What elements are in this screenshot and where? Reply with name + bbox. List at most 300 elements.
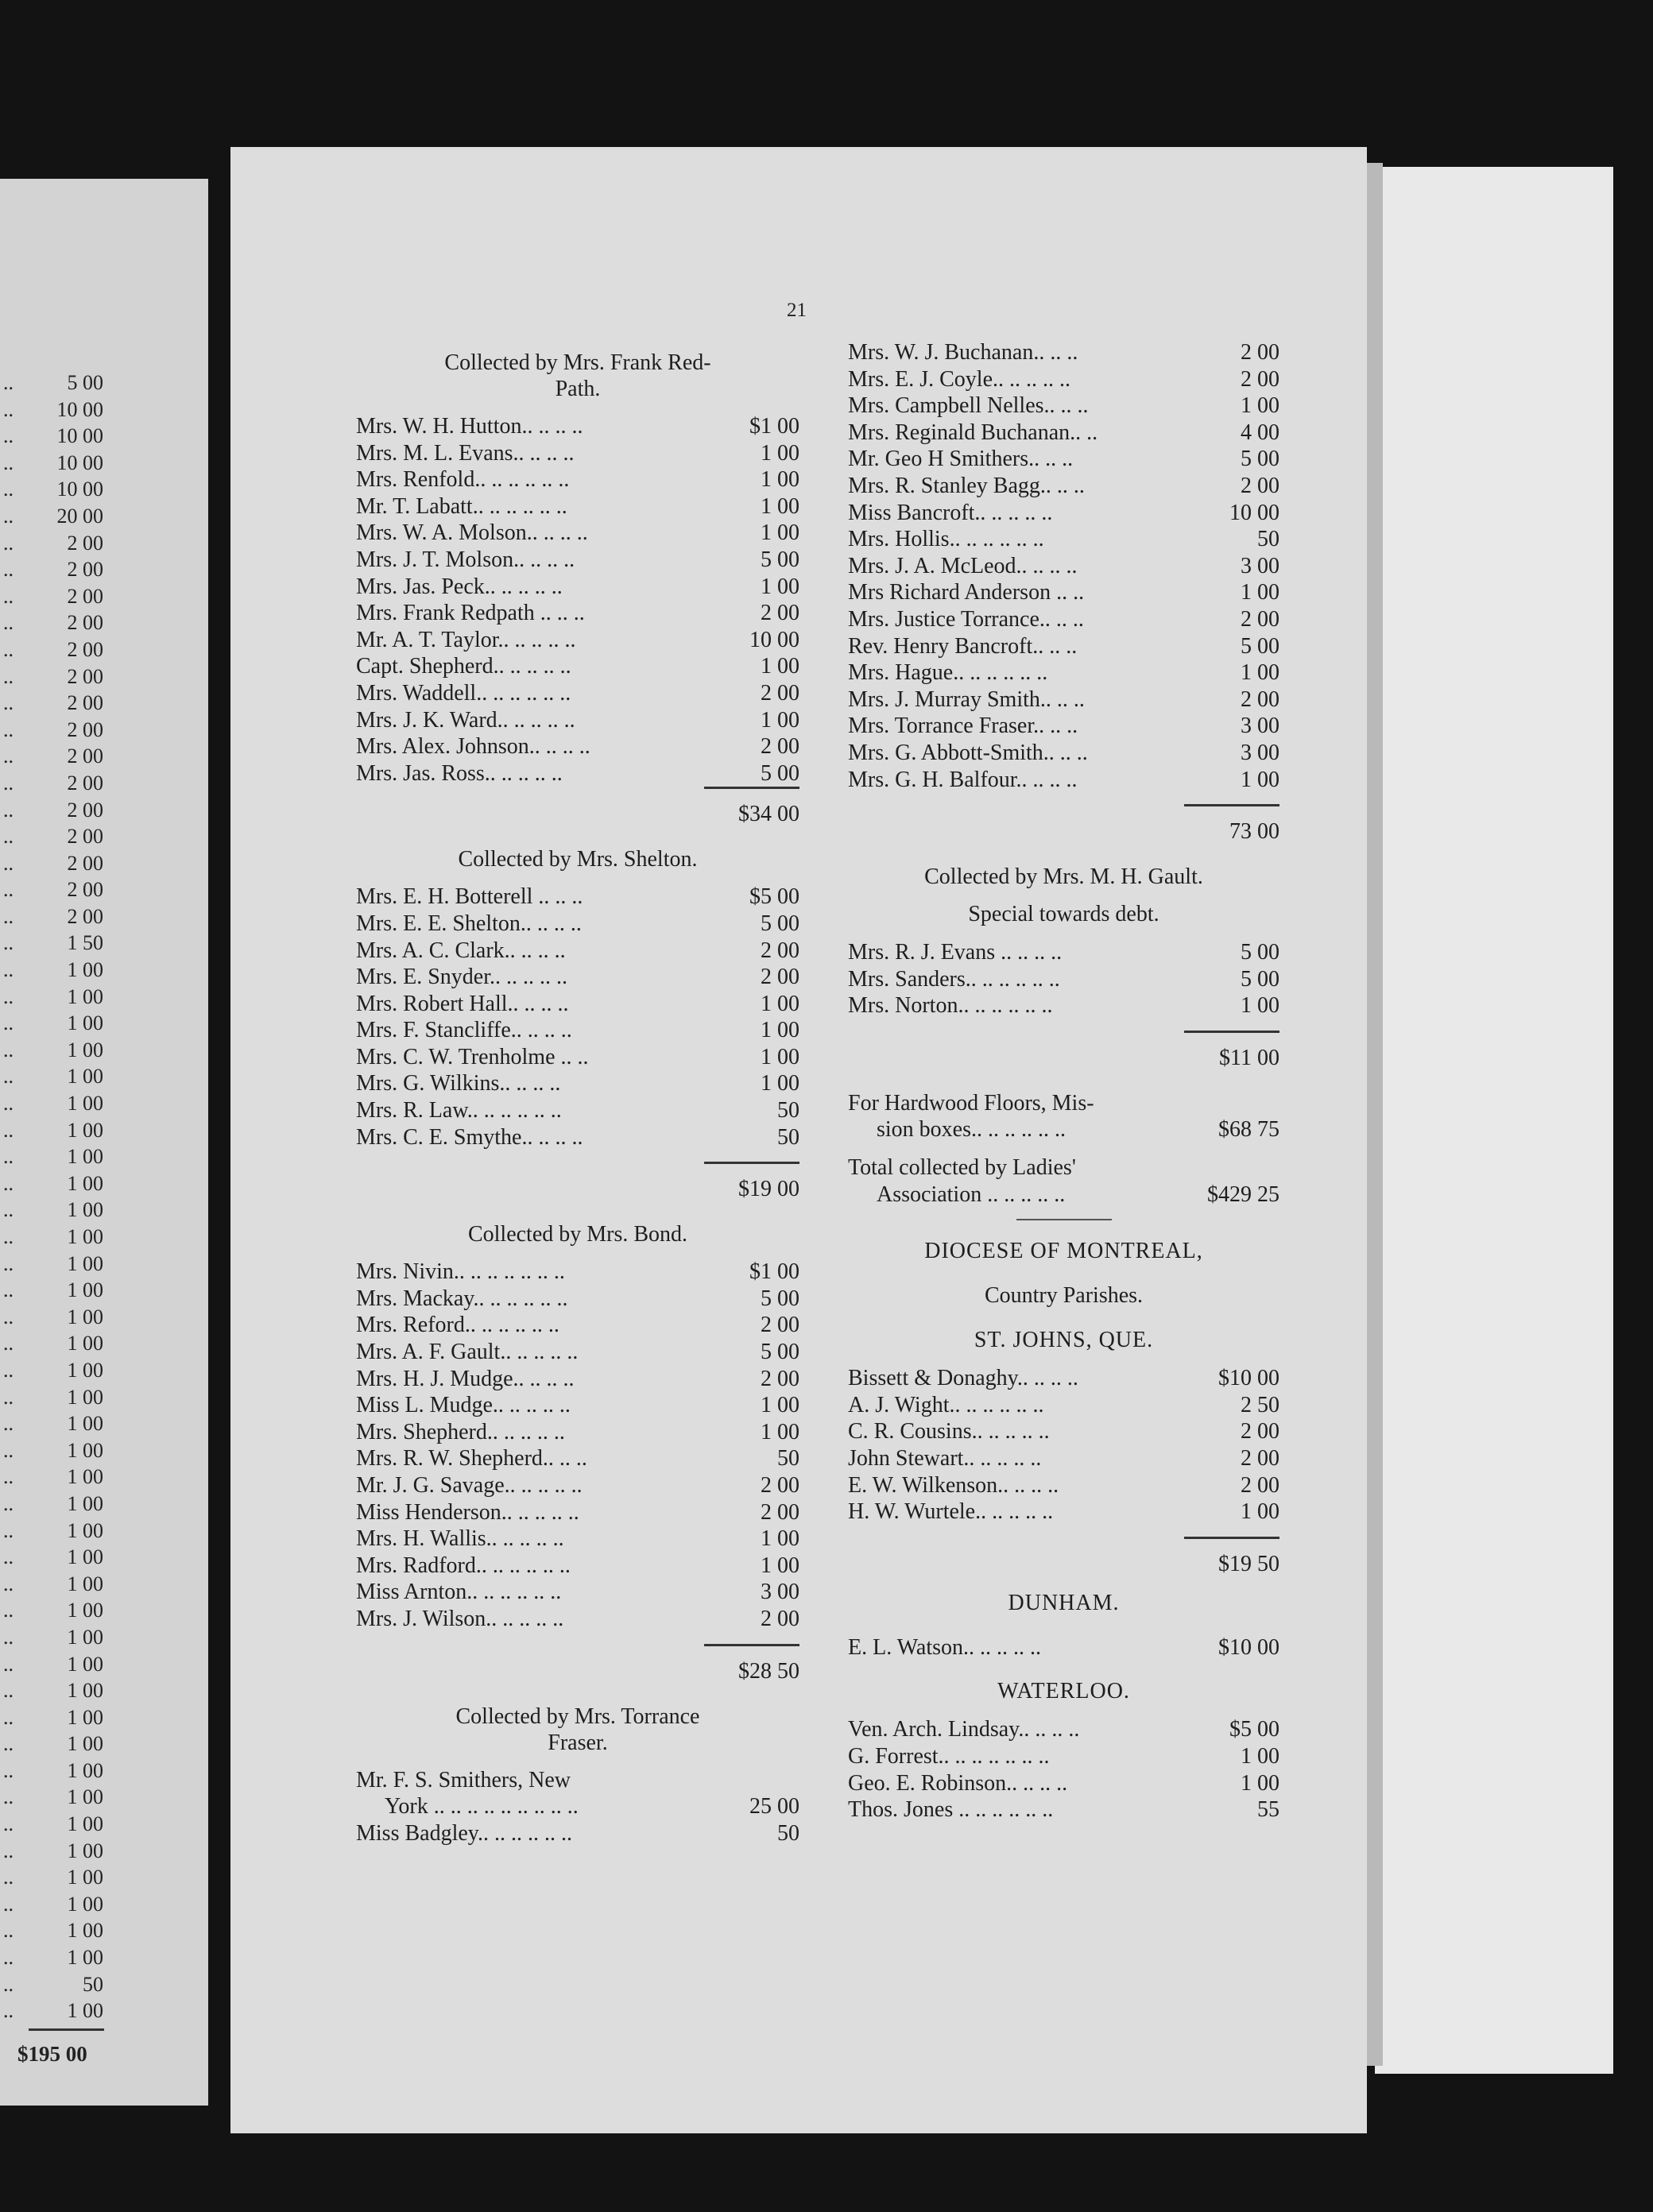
list-item-amount: 3 00 [1241,553,1279,578]
list-item [356,1124,799,1151]
list-item-name: Mrs. A. F. Gault.. .. .. .. .. [356,1340,579,1365]
list-item [848,1365,1279,1392]
list-item-amount: 1 00 [761,1393,799,1418]
list-item [848,500,1279,527]
previous-page-amount: .. 2 00 [3,611,103,635]
list-item [356,547,799,574]
list-item [356,1339,799,1366]
list-item-amount: 2 00 [761,965,799,990]
list-item-amount: 1 00 [1241,993,1279,1019]
previous-page-amount: .. 1 00 [3,1599,103,1622]
previous-page-amount: .. 1 00 [3,1198,103,1222]
list-item-amount: 1 00 [761,991,799,1016]
list-item [356,1044,799,1071]
list-item-name: Mrs. R. W. Shepherd.. .. .. [356,1446,587,1471]
list-shelton [356,884,799,1150]
list-item-amount: $10 00 [1218,1634,1279,1660]
list-item-name: A. J. Wight.. .. .. .. .. .. [848,1392,1044,1417]
list-continued [848,339,1279,793]
list-item-name: Mrs. J. Wilson.. .. .. .. .. [356,1606,564,1631]
list-item-amount: 2 00 [761,1499,799,1525]
list-item-name: Mrs. W. H. Hutton.. .. .. .. [356,414,583,439]
previous-page-amount: .. 1 00 [3,1385,103,1409]
list-item-name: Mrs. W. A. Molson.. .. .. .. [356,520,588,546]
list-item [356,1499,799,1526]
list-item [848,992,1279,1019]
list-item-name: Mrs. Nivin.. .. .. .. .. .. .. [356,1259,565,1285]
list-item-amount: 1 00 [761,574,799,599]
previous-page-amount: .. 1 00 [3,1251,103,1275]
previous-page-amount: .. 10 00 [3,451,103,474]
list-item-amount: $1 00 [749,414,799,439]
total-shelton: $19 00 [738,1177,799,1202]
left-column [356,350,799,1847]
list-item-name: C. R. Cousins.. .. .. .. .. [848,1419,1050,1444]
list-item [356,440,799,467]
list-item [848,1392,1279,1419]
previous-page-total-rule [29,2028,104,2031]
list-item [356,1286,799,1313]
list-item [356,466,799,493]
list-item [848,339,1279,366]
list-item-name: Mrs. E. J. Coyle.. .. .. .. .. [848,366,1070,392]
list-item-name: Mrs. Alex. Johnson.. .. .. .. [356,734,590,760]
list-item-name: Mrs. G. Abbott-Smith.. .. .. [848,740,1088,765]
list-item [848,606,1279,633]
list-item [356,1445,799,1472]
list-item [356,1820,799,1847]
list-item [848,1445,1279,1472]
list-item-name: Mrs. Radford.. .. .. .. .. .. [356,1553,571,1578]
list-item-amount: 1 00 [761,1419,799,1444]
list-item-amount: 1 00 [1241,1744,1279,1769]
list-item [356,627,799,654]
list-item-amount: 1 00 [761,440,799,466]
section-heading-stjohns: ST. JOHNS, QUE. [974,1328,1154,1353]
previous-page-amount: .. 1 00 [3,1705,103,1729]
list-item [848,740,1279,767]
list-item-amount: 3 00 [1241,740,1279,765]
right-column [848,339,1279,1823]
list-item-name: Mrs. F. Stancliffe.. .. .. .. [356,1018,572,1043]
list-item [356,413,799,440]
previous-page-amount: .. 20 00 [3,504,103,528]
list-item-amount: $1 00 [749,1259,799,1285]
previous-page-amount: .. 1 00 [3,1946,103,1970]
list-item-name: Mrs. A. C. Clark.. .. .. .. [356,938,566,963]
list-item-name: Ven. Arch. Lindsay.. .. .. .. [848,1717,1080,1742]
list-item [356,1579,799,1606]
list-item-name: Rev. Henry Bancroft.. .. .. [848,633,1078,659]
list-item-amount: 2 00 [1241,1472,1279,1498]
list-item-name: John Stewart.. .. .. .. .. [848,1446,1042,1471]
previous-page-amount: .. 1 00 [3,1092,103,1116]
ladies-total-line2: Association .. .. .. .. .. [877,1181,1066,1207]
list-item-name: Mrs Richard Anderson .. .. [848,580,1085,605]
previous-page-amount: .. 1 00 [3,984,103,1008]
list-item-name: Mrs. Justice Torrance.. .. .. [848,606,1084,632]
hardwood-line1: For Hardwood Floors, Mis- [848,1090,1094,1116]
list-item-amount: 55 [1257,1797,1279,1823]
list-item-name: Mrs. E. E. Shelton.. .. .. .. [356,911,582,936]
list-item-name: Mr. A. T. Taylor.. .. .. .. .. [356,627,576,652]
list-item-name: Mrs. Torrance Fraser.. .. .. [848,713,1078,739]
previous-page-amount: .. 1 00 [3,1225,103,1248]
list-item-name: Mrs. J. Murray Smith.. .. .. [848,686,1085,712]
previous-page-amount: .. 2 00 [3,825,103,849]
list-item [356,1097,799,1124]
total-continued: 73 00 [1229,819,1279,845]
previous-page-amount: .. 1 00 [3,1118,103,1142]
list-item-amount: 2 00 [1241,1419,1279,1444]
list-item-name: Mrs. R. Law.. .. .. .. .. .. [356,1098,562,1123]
list-item [356,493,799,520]
list-item-name: Mrs. Jas. Ross.. .. .. .. .. [356,760,563,786]
list-item-amount: 1 00 [761,1071,799,1096]
list-item-amount: 2 00 [761,1366,799,1391]
backing-sheet [1375,167,1613,2074]
previous-page-amount: .. 1 00 [3,1065,103,1089]
hardwood-amount: $68 75 [1218,1117,1279,1143]
list-item-name: Miss L. Mudge.. .. .. .. .. [356,1393,571,1418]
ladies-total-line1: Total collected by Ladies' [848,1155,1076,1181]
list-item-amount: 5 00 [1241,633,1279,659]
list-item-name: E. W. Wilkenson.. .. .. .. [848,1472,1059,1498]
list-item [356,1419,799,1446]
list-item [356,1366,799,1393]
diocese-heading: DIOCESE OF MONTREAL, [924,1239,1203,1264]
previous-page-amount: .. 1 00 [3,1625,103,1649]
list-item-name: Bissett & Donaghy.. .. .. .. [848,1366,1078,1391]
list-item [848,393,1279,420]
list-item-amount: 2 00 [1241,1446,1279,1471]
previous-page-amount: .. 1 00 [3,1145,103,1169]
section-subheading-gault: Special towards debt. [968,902,1159,927]
previous-page-amount: .. 2 00 [3,878,103,902]
previous-page-amount: .. 1 00 [3,1038,103,1062]
list-item-amount: 1 00 [761,1044,799,1069]
list-item [848,473,1279,500]
list-item-name: Mrs. Frank Redpath .. .. .. [356,601,585,626]
list-item [356,1606,799,1633]
list-item [848,1634,1279,1661]
previous-page-amount: .. 1 00 [3,1278,103,1302]
list-item [356,1312,799,1339]
previous-page-amount: .. 1 00 [3,1785,103,1809]
list-item-amount: 2 00 [761,1606,799,1631]
section-heading-shelton: Collected by Mrs. Shelton. [458,847,698,872]
list-item [356,938,799,965]
previous-page-amount: .. 2 00 [3,531,103,555]
list-item [848,366,1279,393]
list-stjohns [848,1365,1279,1526]
list-item-name: Mrs. H. J. Mudge.. .. .. .. [356,1366,575,1391]
list-item [848,633,1279,660]
list-item-amount: 1 00 [761,1018,799,1043]
list-item [848,1499,1279,1526]
list-item-name: Mrs. J. K. Ward.. .. .. .. .. [356,707,575,733]
section-heading-dunham: DUNHAM. [1008,1590,1120,1615]
previous-page-amounts [0,369,103,2024]
list-item-amount: 1 00 [1241,767,1279,792]
list-item-name: Mrs. Reginald Buchanan.. .. [848,420,1098,445]
list-item-name: Mrs. H. Wallis.. .. .. .. .. [356,1526,564,1552]
list-item-name: Mrs. R. J. Evans .. .. .. .. [848,940,1063,965]
list-item-amount: 1 00 [761,1526,799,1552]
total-redpath: $34 00 [738,802,799,827]
list-item-amount: 50 [777,1098,799,1123]
list-item-name: Miss Bancroft.. .. .. .. .. [848,500,1053,525]
previous-page-amount: .. 2 00 [3,904,103,928]
list-item-amount: 1 00 [761,493,799,519]
previous-page-amount: .. 1 00 [3,1732,103,1756]
list-item-name: Mrs. G. Wilkins.. .. .. .. [356,1071,561,1096]
list-item-name: Mrs. Reford.. .. .. .. .. .. [356,1313,559,1338]
hardwood-floors-entry [848,1090,1279,1143]
list-item [848,420,1279,447]
list-item-name: Mrs. Shepherd.. .. .. .. .. [356,1419,565,1444]
list-item [848,659,1279,686]
previous-page-amount: .. 2 00 [3,558,103,582]
list-item-amount: 10 00 [749,627,799,652]
list-item-amount: 2 00 [761,601,799,626]
list-waterloo [848,1716,1279,1823]
list-item [356,1392,799,1419]
previous-page-amount: .. 2 00 [3,744,103,768]
list-item [356,600,799,627]
list-item [356,1472,799,1499]
list-item-name: Mrs. J. A. McLeod.. .. .. .. [848,553,1078,578]
list-item-amount: 2 00 [1241,366,1279,392]
section-heading-redpath: Collected by Mrs. Frank Red- Path. [444,350,711,401]
list-item [848,553,1279,580]
section-heading-fraser: Collected by Mrs. Torrance Fraser. [455,1703,700,1755]
previous-page-amount: .. 1 00 [3,1332,103,1355]
list-item-amount: 1 00 [761,520,799,546]
list-item-name: Miss Badgley.. .. .. .. .. .. [356,1820,572,1846]
previous-page-amount: .. 2 00 [3,798,103,822]
list-item-amount: 1 00 [761,707,799,733]
list-item-name: Mrs. Waddell.. .. .. .. .. .. [356,680,571,706]
previous-page-amount: .. 2 00 [3,717,103,741]
list-item-name: Mrs. Hague.. .. .. .. .. .. [848,660,1048,686]
list-item [848,1796,1279,1823]
list-item [356,911,799,938]
previous-page-amount: .. 1 00 [3,1171,103,1195]
list-item-amount: 5 00 [1241,940,1279,965]
list-item-amount: 2 00 [761,938,799,963]
list-item-amount: 5 00 [761,1340,799,1365]
previous-page-amount: .. 2 00 [3,771,103,795]
list-item [356,760,799,787]
list-item [848,767,1279,794]
total-stjohns: $19 50 [1218,1551,1279,1576]
list-item-name: Mr. J. G. Savage.. .. .. .. .. [356,1473,583,1498]
list-item-amount: 2 00 [761,734,799,760]
list-item-name: Mrs. C. E. Smythe.. .. .. .. [356,1124,583,1150]
total-bond: $28 50 [738,1658,799,1684]
list-item [356,733,799,760]
previous-page-amount: .. 5 00 [3,371,103,394]
list-item-amount: 2 00 [1241,686,1279,712]
list-item-name: Mrs. Hollis.. .. .. .. .. .. [848,527,1044,552]
page-number: 21 [787,300,807,321]
list-item-amount: 2 50 [1241,1392,1279,1417]
list-item [848,526,1279,553]
previous-page-amount: .. 2 00 [3,637,103,661]
list-item-amount: 2 00 [761,1473,799,1498]
previous-page-amount: .. 2 00 [3,691,103,715]
list-item [356,991,799,1018]
list-item-amount: 3 00 [761,1580,799,1605]
list-item-amount: 1 00 [1241,393,1279,419]
section-heading-waterloo: WATERLOO. [997,1679,1130,1704]
previous-page-amount: .. 50 [3,1972,103,1996]
previous-page-amount: .. 1 00 [3,1438,103,1462]
list-item [848,966,1279,993]
previous-page-amount: .. 1 00 [3,1412,103,1436]
list-item-name: Thos. Jones .. .. .. .. .. .. [848,1797,1054,1823]
previous-page-amount: .. 1 00 [3,1545,103,1569]
country-parishes-heading: Country Parishes. [984,1283,1144,1309]
section-heading-bond: Collected by Mrs. Bond. [467,1222,688,1247]
list-item-name: Mrs. W. J. Buchanan.. .. .. [848,340,1078,365]
list-item-name: Mr. T. Labatt.. .. .. .. .. .. [356,493,567,519]
list-item-amount: 4 00 [1241,420,1279,445]
list-item-amount: 25 00 [749,1794,799,1819]
list-item-amount: 1 00 [1241,1770,1279,1796]
list-item [356,1017,799,1044]
list-item-amount: 5 00 [761,911,799,936]
list-item-amount: 1 00 [1241,660,1279,686]
list-item-name: Mrs. Mackay.. .. .. .. .. .. [356,1286,568,1311]
list-item-amount: 2 00 [1241,473,1279,498]
list-item [848,686,1279,713]
list-item-amount: 5 00 [1241,966,1279,992]
previous-page-amount: .. 1 00 [3,1358,103,1382]
list-item-amount: 5 00 [1241,447,1279,472]
previous-page-amount: .. 10 00 [3,478,103,501]
list-item-name: Miss Henderson.. .. .. .. .. [356,1499,579,1525]
list-item-amount: 2 00 [1241,606,1279,632]
list-item-name: Miss Arnton.. .. .. .. .. .. [356,1580,562,1605]
list-item-name: Mrs. Norton.. .. .. .. .. .. [848,993,1053,1019]
previous-page-amount: .. 1 00 [3,1866,103,1889]
list-item [848,446,1279,473]
list-item [848,939,1279,966]
previous-page-amount: .. 1 00 [3,1011,103,1035]
list-item [356,653,799,680]
previous-page-amount: .. 1 00 [3,1305,103,1328]
previous-page-amount: .. 1 00 [3,958,103,982]
previous-page-amount: .. 1 00 [3,1839,103,1862]
list-item-amount: 5 00 [761,1286,799,1311]
previous-page-amount: .. 10 00 [3,424,103,448]
list-item-name: Mrs. Sanders.. .. .. .. .. .. [848,966,1060,992]
list-item-amount: 1 00 [761,467,799,493]
list-item [356,680,799,707]
previous-page-amount: .. 1 00 [3,1919,103,1943]
list-item-amount: 50 [777,1820,799,1846]
list-item-name: Geo. E. Robinson.. .. .. .. [848,1770,1068,1796]
list-item-name: Mrs. G. H. Balfour.. .. .. .. [848,767,1078,792]
list-item [848,579,1279,606]
list-item [356,1553,799,1580]
previous-page-amount: .. 10 00 [3,397,103,421]
list-item-amount: 1 00 [761,654,799,679]
list-item-amount: 5 00 [761,760,799,786]
list-item-name: York .. .. .. .. .. .. .. .. .. [385,1794,579,1819]
hardwood-line2: sion boxes.. .. .. .. .. .. [877,1117,1066,1143]
list-item-amount: $5 00 [1229,1717,1279,1742]
list-item-name: Mrs. E. H. Botterell .. .. .. [356,884,583,910]
list-item-name: Mrs. R. Stanley Bagg.. .. .. [848,473,1085,498]
list-item-name: Mrs. E. Snyder.. .. .. .. .. [356,965,567,990]
list-item-name: Capt. Shepherd.. .. .. .. .. [356,654,571,679]
list-item [356,574,799,601]
previous-page-amount: .. 1 50 [3,931,103,955]
list-item-name: Mrs. Jas. Peck.. .. .. .. .. [356,574,563,599]
list-item-name: H. W. Wurtele.. .. .. .. .. [848,1499,1054,1525]
previous-page-amount: .. 1 00 [3,1758,103,1782]
list-item [848,1743,1279,1770]
previous-page-amount: .. 1 00 [3,1572,103,1595]
list-item-amount: 5 00 [761,547,799,572]
list-item-amount: 2 00 [1241,340,1279,365]
list-bond [356,1259,799,1632]
list-item-name: Mrs. Renfold.. .. .. .. .. .. [356,467,570,493]
list-item-amount: 50 [777,1446,799,1471]
list-item [356,884,799,911]
list-gault [848,939,1279,1019]
list-item [848,1418,1279,1445]
list-item-amount: 3 00 [1241,713,1279,739]
list-item-name: E. L. Watson.. .. .. .. .. [848,1634,1041,1660]
list-item [356,1526,799,1553]
list-item-amount: 10 00 [1229,500,1279,525]
previous-page [0,179,208,2106]
list-redpath [356,413,799,787]
previous-page-amount: .. 1 00 [3,1652,103,1676]
previous-page-amount: .. 1 00 [3,1999,103,2023]
list-item [848,713,1279,740]
previous-page-amount: .. 2 00 [3,664,103,688]
previous-page-amount: .. 1 00 [3,1812,103,1836]
list-item-name: Mrs. Robert Hall.. .. .. .. [356,991,569,1016]
total-gault: $11 00 [1219,1045,1279,1070]
list-item-amount: 1 00 [1241,580,1279,605]
list-item-amount: 1 00 [1241,1499,1279,1525]
previous-page-amount: .. 1 00 [3,1518,103,1542]
previous-page-amount: .. 1 00 [3,1679,103,1703]
list-item-amount: 1 00 [761,1553,799,1578]
list-item-amount: 2 00 [761,680,799,706]
list-item-name: Mrs. C. W. Trenholme .. .. [356,1044,589,1069]
previous-page-amount: .. 2 00 [3,851,103,875]
list-item [356,707,799,734]
list-item-name: Mrs. J. T. Molson.. .. .. .. [356,547,575,572]
list-item-name: Mrs. M. L. Evans.. .. .. .. [356,440,575,466]
list-item [848,1716,1279,1743]
previous-page-total: $195 00 [17,2042,87,2066]
list-item [848,1770,1279,1797]
list-item [848,1472,1279,1499]
list-item-name: Mr. Geo H Smithers.. .. .. [848,447,1074,472]
list-item [356,1259,799,1286]
previous-page-amount: .. 2 00 [3,584,103,608]
list-item-amount: 2 00 [761,1313,799,1338]
previous-page-amount: .. 1 00 [3,1491,103,1515]
